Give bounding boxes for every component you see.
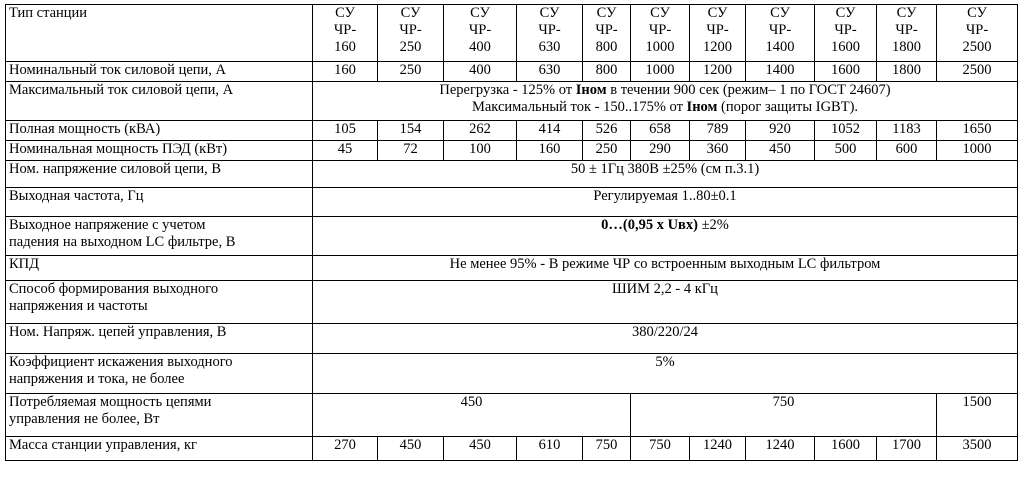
value-cell: 1700 (877, 437, 937, 461)
row-label: КПД (6, 256, 313, 281)
row-label: Коэффициент искажения выходного напряжения и тока, не более (6, 354, 313, 394)
model-header-cell: СУ ЧР- 400 (444, 5, 517, 62)
value-cell: 1183 (877, 121, 937, 141)
value-cell: 100 (444, 141, 517, 161)
value-cell: 750 (631, 437, 690, 461)
value-cell: 1650 (937, 121, 1018, 141)
control-power-value-mid: 750 (631, 394, 937, 437)
control-power-row (6, 394, 1018, 437)
output-voltage-value: 0…(0,95 х Uвх) ±2% (313, 217, 1018, 256)
value-cell: 610 (517, 437, 583, 461)
model-header-cell: СУ ЧР- 1600 (815, 5, 877, 62)
value-cell: 1200 (690, 62, 746, 82)
overload-line: Перегрузка - 125% от Iном в течении 900 сек (режим– 1 по ГОСТ 24607) (439, 82, 891, 98)
value-cell: 250 (378, 62, 444, 82)
value-cell: 450 (746, 141, 815, 161)
efficiency-row (6, 256, 1018, 281)
max-current-line: Максимальный ток - 150..175% от Iном (порог защиты IGBT). (471, 99, 859, 115)
apparent-power-row (6, 121, 1018, 141)
rated-current-row (6, 62, 1018, 82)
value-cell: 262 (444, 121, 517, 141)
max-current-row (6, 82, 1018, 121)
mass-row (6, 437, 1018, 461)
value-cell: 1000 (937, 141, 1018, 161)
supply-voltage-row (6, 161, 1018, 188)
motor-power-row (6, 141, 1018, 161)
value-cell: 270 (313, 437, 378, 461)
model-header-cell: СУ ЧР- 1400 (746, 5, 815, 62)
row-label: Выходное напряжение с учетом падения на выходном LC фильтре, В (6, 217, 313, 256)
value-cell: 250 (583, 141, 631, 161)
station-spec-table (5, 4, 1018, 461)
row-label: Выходная частота, Гц (6, 188, 313, 217)
value-cell: 290 (631, 141, 690, 161)
row-label: Масса станции управления, кг (6, 437, 313, 461)
model-header-cell: СУ ЧР- 800 (583, 5, 631, 62)
value-cell: 400 (444, 62, 517, 82)
distortion-row (6, 354, 1018, 394)
modulation-row (6, 281, 1018, 324)
model-header-cell: СУ ЧР- 1000 (631, 5, 690, 62)
control-voltage-row (6, 324, 1018, 354)
row-label: Максимальный ток силовой цепи, А (6, 82, 313, 121)
value-cell: 1000 (631, 62, 690, 82)
value-cell: 600 (877, 141, 937, 161)
control-voltage-value: 380/220/24 (313, 324, 1018, 354)
value-cell: 920 (746, 121, 815, 141)
spec-table-wrapper (5, 4, 1018, 461)
value-cell: 658 (631, 121, 690, 141)
output-frequency-value: Регулируемая 1..80±0.1 (313, 188, 1018, 217)
value-cell: 414 (517, 121, 583, 141)
value-cell: 1600 (815, 62, 877, 82)
modulation-value: ШИМ 2,2 - 4 кГц (313, 281, 1018, 324)
value-cell: 360 (690, 141, 746, 161)
model-header-cell: СУ ЧР- 160 (313, 5, 378, 62)
row-label: Потребляемая мощность цепями управления не более, Вт (6, 394, 313, 437)
row-label: Полная мощность (кВА) (6, 121, 313, 141)
output-voltage-row (6, 217, 1018, 256)
value-cell: 1400 (746, 62, 815, 82)
value-cell: 45 (313, 141, 378, 161)
value-cell: 1240 (746, 437, 815, 461)
supply-voltage-value: 50 ± 1Гц 380В ±25% (см п.3.1) (313, 161, 1018, 188)
value-cell: 450 (444, 437, 517, 461)
value-cell: 630 (517, 62, 583, 82)
model-header-cell: СУ ЧР- 250 (378, 5, 444, 62)
value-cell: 1240 (690, 437, 746, 461)
value-cell: 2500 (937, 62, 1018, 82)
value-cell: 72 (378, 141, 444, 161)
value-cell: 750 (583, 437, 631, 461)
distortion-value: 5% (313, 354, 1018, 394)
model-header-cell: СУ ЧР- 1200 (690, 5, 746, 62)
value-cell: 789 (690, 121, 746, 141)
value-cell: 1800 (877, 62, 937, 82)
value-cell: 160 (313, 62, 378, 82)
value-cell: 500 (815, 141, 877, 161)
row-label: Ном. Напряж. цепей управления, В (6, 324, 313, 354)
value-cell: 1052 (815, 121, 877, 141)
value-cell: 3500 (937, 437, 1018, 461)
value-cell: 526 (583, 121, 631, 141)
control-power-value-low: 450 (313, 394, 631, 437)
row-label: Ном. напряжение силовой цепи, В (6, 161, 313, 188)
value-cell: 160 (517, 141, 583, 161)
row-label: Способ формирования выходного напряжения и частоты (6, 281, 313, 324)
value-cell: 800 (583, 62, 631, 82)
row-label: Номинальный ток силовой цепи, А (6, 62, 313, 82)
value-cell: 154 (378, 121, 444, 141)
header-station-type-label: Тип станции (6, 5, 313, 62)
model-header-cell: СУ ЧР- 2500 (937, 5, 1018, 62)
control-power-value-high: 1500 (937, 394, 1018, 437)
output-frequency-row (6, 188, 1018, 217)
max-current-value (313, 82, 1018, 121)
efficiency-value: Не менее 95% - В режиме ЧР со встроенным выходным LC фильтром (313, 256, 1018, 281)
value-cell: 105 (313, 121, 378, 141)
value-cell: 450 (378, 437, 444, 461)
value-cell: 1600 (815, 437, 877, 461)
model-header-cell: СУ ЧР- 630 (517, 5, 583, 62)
header-row (6, 5, 1018, 62)
row-label: Номинальная мощность ПЭД (кВт) (6, 141, 313, 161)
model-header-cell: СУ ЧР- 1800 (877, 5, 937, 62)
